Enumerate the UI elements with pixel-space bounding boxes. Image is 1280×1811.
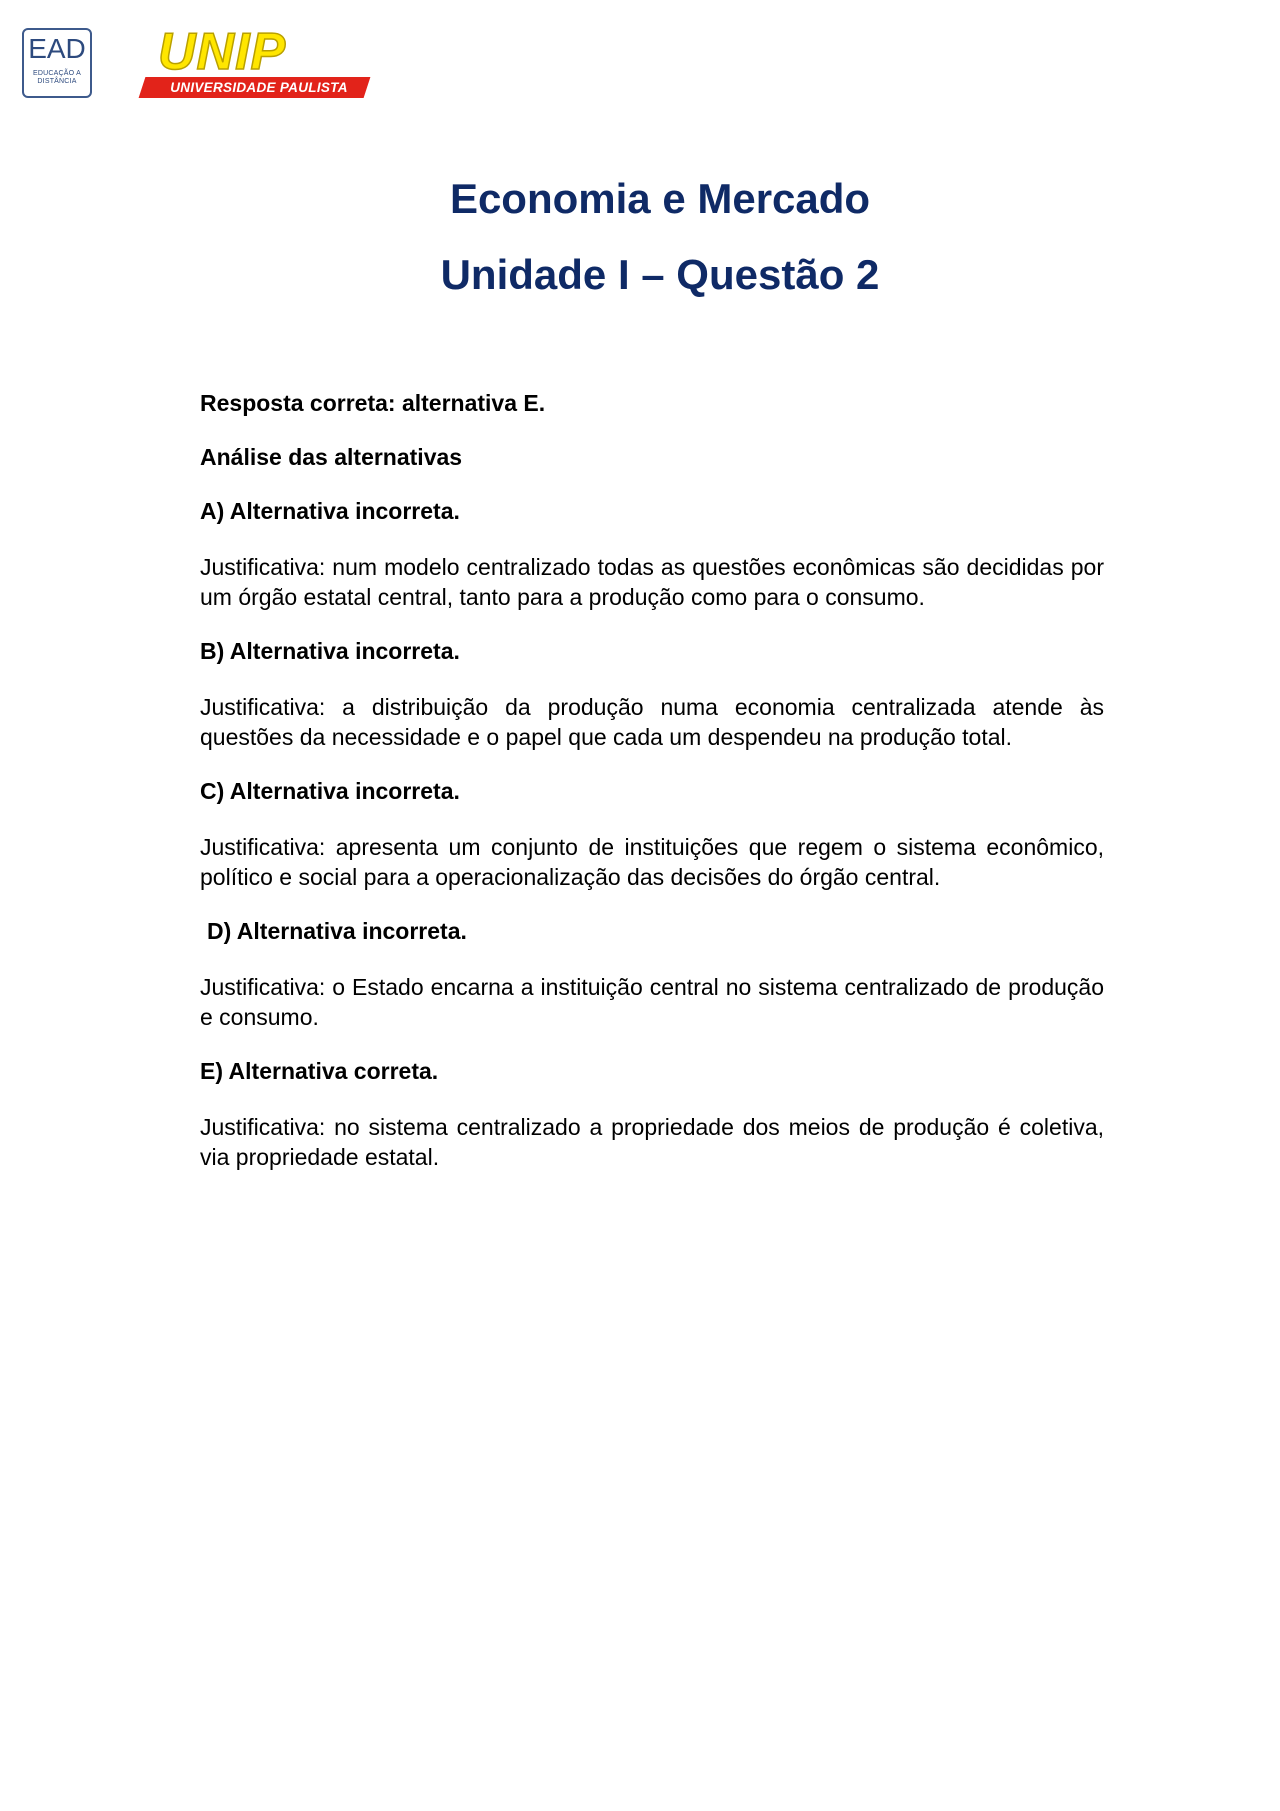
ead-logo [22,28,92,98]
alternative-e-heading: E) Alternativa correta. [200,1058,439,1084]
ead-logo-subtext: EDUCAÇÃO A DISTÂNCIA [33,70,81,85]
alternative-a-heading: A) Alternativa incorreta. [200,498,460,524]
alternative-a-justification: Justificativa: num modelo centralizado todas as questões econômicas são decididas por um órgão estatal central, tanto para a produção como para o consumo. [200,554,1104,610]
alternative-c-justification: Justificativa: apresenta um conjunto de instituições que regem o sistema econômico, político e social para a operacionalização das decisões do órgão central. [200,834,1104,890]
ead-logo-text: EAD [28,33,86,64]
analysis-heading: Análise das alternativas [200,444,463,470]
unip-logo [114,23,364,102]
alternative-b-justification: Justificativa: a distribuição da produção numa economia centralizada atende às questões da necessidade e o papel que cada um despendeu na produção total. [200,694,1104,750]
question-title: Unidade I – Questão 2 [440,251,880,298]
document-body [200,388,1104,1172]
unip-logo-word: UNIP [158,23,287,81]
document-title [180,175,1140,299]
header [22,23,362,102]
alternative-c-heading: C) Alternativa incorreta. [200,778,460,804]
alternative-d-justification: Justificativa: o Estado encarna a instituição central no sistema centralizado de produção e consumo. [200,974,1104,1030]
course-title: Economia e Mercado [449,175,871,222]
alternative-d-heading: D) Alternativa incorreta. [207,918,467,944]
unip-logo-ribbon-text: UNIVERSIDADE PAULISTA [170,80,348,95]
correct-answer: Resposta correta: alternativa E. [200,390,546,416]
alternative-e-justification: Justificativa: no sistema centralizado a propriedade dos meios de produção é coletiva, via propriedade estatal. [200,1114,1104,1170]
alternative-b-heading: B) Alternativa incorreta. [200,638,460,664]
